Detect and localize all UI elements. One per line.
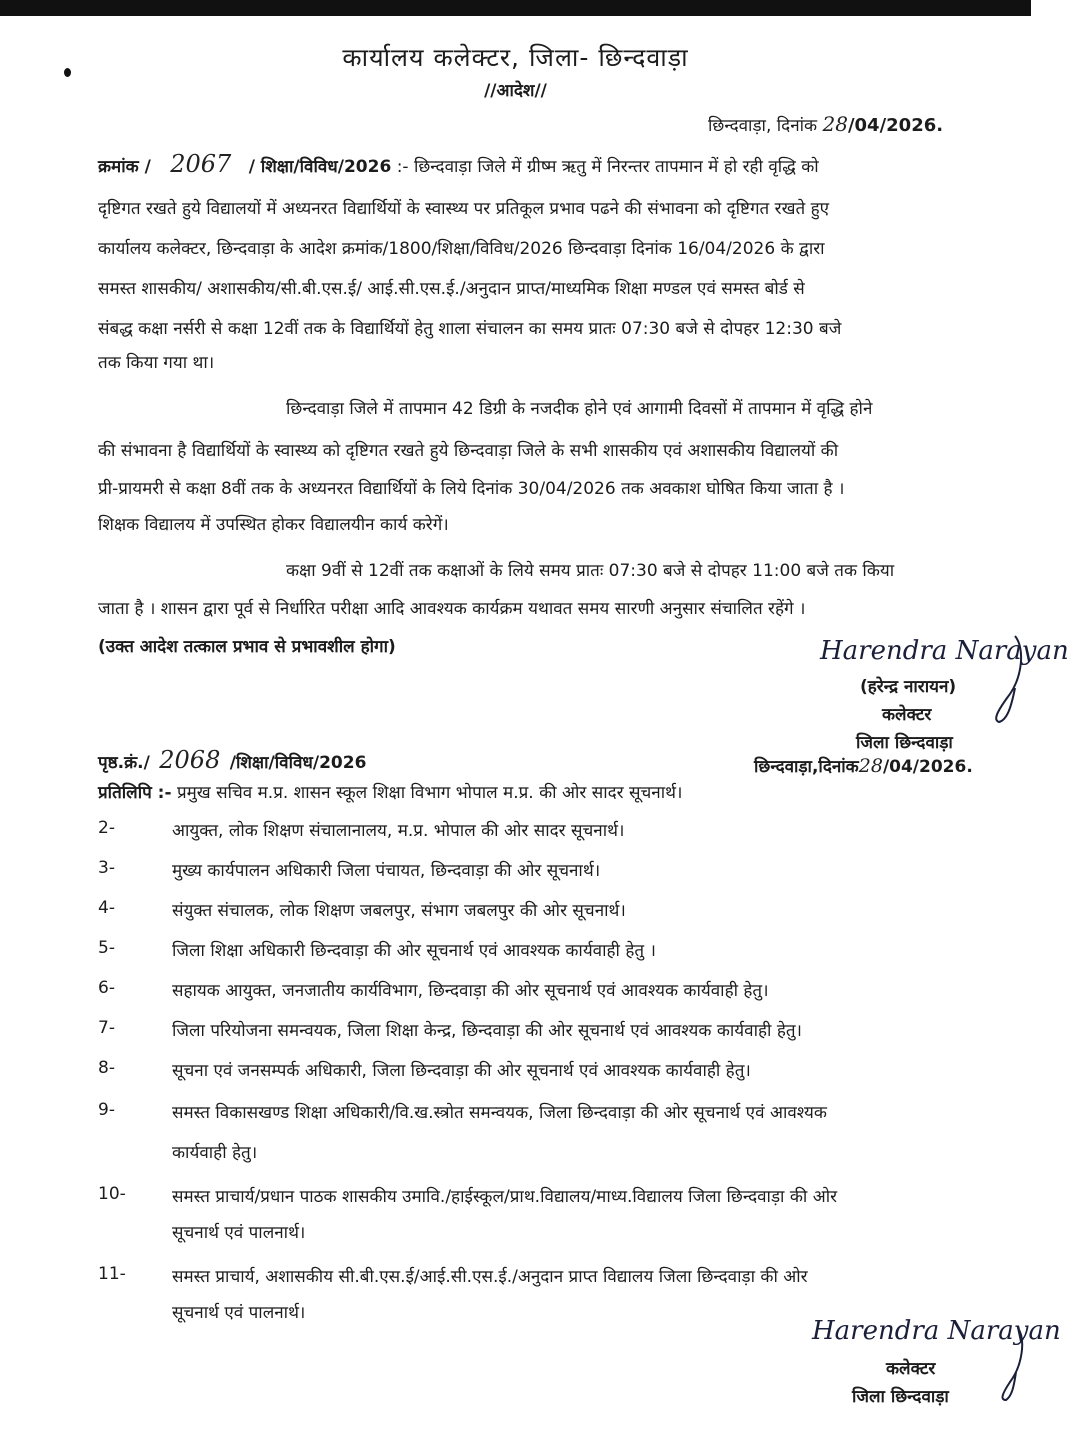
- list-item: जिला शिक्षा अधिकारी छिन्दवाड़ा की ओर सूचनार्थ एवं आवश्यक कार्यवाही हेतु ।: [172, 941, 656, 961]
- list-item-number: 9-: [98, 1100, 115, 1120]
- endorsement-place-date: [754, 754, 973, 777]
- list-item-continuation: सूचनार्थ एवं पालनार्थ।: [172, 1303, 306, 1323]
- signature-1-flourish: [985, 628, 1029, 726]
- list-item-number: 4-: [98, 898, 115, 918]
- endorsement-ref: /शिक्षा/विविध/2026: [229, 753, 367, 773]
- para2-line-3: प्री-प्रायमरी से कक्षा 8वीं तक के अध्यनरत विद्यार्थियों के लिये दिनांक 30/04/2026 तक अवकाश घोषित किया जाता है ।: [98, 479, 845, 499]
- para1-line-3: कार्यालय कलेक्टर, छिन्दवाड़ा के आदेश क्रमांक/1800/शिक्षा/विविध/2026 छिन्दवाड़ा दिनांक 16/04/2026 के द्वारा: [98, 239, 825, 259]
- signature-2-district: जिला छिन्दवाड़ा: [852, 1387, 949, 1407]
- para3-line-1: कक्षा 9वीं से 12वीं तक कक्षाओं के लिये समय प्रातः 07:30 बजे से दोपहर 11:00 बजे तक किया: [286, 561, 895, 581]
- list-item-number: 3-: [98, 858, 115, 878]
- para1-line-2: दृष्टिगत रखते हुये विद्यालयों में अध्यनरत विद्यार्थियों के स्वास्थ्य पर प्रतिकूल प्रभाव पढने की संभावना को दृष्टिगत रखते हुए: [98, 199, 830, 219]
- order-type: //आदेश//: [484, 81, 547, 101]
- list-item-number: 8-: [98, 1058, 115, 1078]
- list-item: समस्त प्राचार्य, अशासकीय सी.बी.एस.ई/आई.सी.एस.ई./अनुदान प्राप्त विद्यालय जिला छिन्दवाड़ा की ओर: [172, 1267, 808, 1287]
- para1-line-6: तक किया गया था।: [98, 353, 215, 373]
- para3-line-2: जाता है । शासन द्वारा पूर्व से निर्धारित परीक्षा आदि आवश्यक कार्यक्रम यथावत समय सारणी अनुसार संचालित रहेंगे ।: [98, 599, 806, 619]
- signature-2-flourish: [990, 1322, 1030, 1402]
- endorsement-label: पृष्ठ.क्रं./: [98, 753, 150, 773]
- list-item: मुख्य कार्यपालन अधिकारी जिला पंचायत, छिन्दवाड़ा की ओर सूचनार्थ।: [172, 861, 601, 881]
- list-item-number: 6-: [98, 978, 115, 998]
- list-item-number: 7-: [98, 1018, 115, 1038]
- list-item-number: 5-: [98, 938, 115, 958]
- list-item-continuation: सूचनार्थ एवं पालनार्थ।: [172, 1223, 306, 1243]
- signature-1-district: जिला छिन्दवाड़ा: [856, 733, 953, 753]
- header-date-handwritten: 28: [822, 112, 848, 136]
- top-scan-border: [0, 0, 1031, 16]
- office-title: कार्यालय कलेक्टर, जिला- छिन्दवाड़ा: [342, 43, 689, 72]
- signature-2-handwritten: Harendra Narayan: [812, 1316, 1061, 1346]
- kramank-ref: / शिक्षा/विविध/2026: [248, 157, 392, 177]
- para1-line-1: :- छिन्दवाड़ा जिले में ग्रीष्म ऋतु में निरन्तर तापमान में हो रही वृद्धि को: [396, 157, 819, 177]
- signature-1-name: (हरेन्द्र नारायन): [860, 677, 957, 697]
- endorsement-number: 2068: [159, 746, 221, 774]
- copy-label: प्रतिलिपि :-: [98, 783, 172, 803]
- endorsement-date-prefix: छिन्दवाड़ा,दिनांक: [754, 757, 859, 777]
- list-item-continuation: कार्यवाही हेतु।: [172, 1143, 258, 1163]
- signature-2-designation: कलेक्टर: [886, 1359, 936, 1379]
- list-item: संयुक्त संचालक, लोक शिक्षण जबलपुर, संभाग जबलपुर की ओर सूचनार्थ।: [172, 901, 626, 921]
- signature-1-designation: कलेक्टर: [882, 705, 932, 725]
- list-item: समस्त विकासखण्ड शिक्षा अधिकारी/वि.ख.स्त्रोत समन्वयक, जिला छिन्दवाड़ा की ओर सूचनार्थ एवं आवश्यक: [172, 1103, 827, 1123]
- signature-1-handwritten: Harendra Narayan: [820, 636, 1069, 666]
- endorsement-date-handwritten: 28: [858, 755, 883, 777]
- list-item-number: 2-: [98, 818, 115, 838]
- para2-line-1: छिन्दवाड़ा जिले में तापमान 42 डिग्री के नजदीक होने एवं आगामी दिवसों में तापमान में वृद्धि होने: [286, 399, 873, 419]
- para1-line-4: समस्त शासकीय/ अशासकीय/सी.बी.एस.ई/ आई.सी.एस.ई./अनुदान प्राप्त/माध्यमिक शिक्षा मण्डल एवं समस्त बोर्ड से: [98, 279, 805, 299]
- header-date-prefix: छिन्दवाड़ा, दिनांक: [708, 116, 818, 136]
- para1-line-5: संबद्ध कक्षा नर्सरी से कक्षा 12वीं तक के विद्यार्थियों हेतु शाला संचालन का समय प्रातः 07:30 बजे से दोपहर 12:30 बजे: [98, 319, 842, 339]
- kramank-number: 2067: [170, 150, 232, 178]
- list-item-number: 10-: [98, 1184, 126, 1204]
- copy-line: [98, 780, 682, 803]
- list-item: आयुक्त, लोक शिक्षण संचालानालय, म.प्र. भोपाल की ओर सादर सूचनार्थ।: [172, 821, 625, 841]
- list-item: समस्त प्राचार्य/प्रधान पाठक शासकीय उमावि./हाईस्कूल/प्राथ.विद्यालय/माध्य.विद्यालय जिला छिन्दवाड़ा की ओर: [172, 1187, 838, 1207]
- header-place-date: [708, 112, 943, 136]
- order-ref-line: [98, 150, 819, 178]
- kramank-label: क्रमांक /: [98, 157, 151, 177]
- list-item-number: 11-: [98, 1264, 126, 1284]
- first-recipient: प्रमुख सचिव म.प्र. शासन स्कूल शिक्षा विभाग भोपाल म.प्र. की ओर सादर सूचनार्थ।: [176, 783, 683, 803]
- header-date-printed: /04/2026.: [847, 115, 944, 136]
- list-item: सूचना एवं जनसम्पर्क अधिकारी, जिला छिन्दवाड़ा की ओर सूचनार्थ एवं आवश्यक कार्यवाही हेतु।: [172, 1061, 751, 1081]
- para2-line-2: की संभावना है विद्यार्थियों के स्वास्थ्य को दृष्टिगत रखते हुये छिन्दवाड़ा जिले के सभी शासकीय एवं अशासकीय विद्यालयों की: [98, 441, 839, 461]
- endorsement-ref-line: [98, 746, 366, 774]
- list-item: सहायक आयुक्त, जनजातीय कार्यविभाग, छिन्दवाड़ा की ओर सूचनार्थ एवं आवश्यक कार्यवाही हेतु।: [172, 981, 769, 1001]
- effect-note: (उक्त आदेश तत्काल प्रभाव से प्रभावशील होगा): [98, 637, 396, 657]
- list-item: जिला परियोजना समन्वयक, जिला शिक्षा केन्द्र, छिन्दवाड़ा की ओर सूचनार्थ एवं आवश्यक कार्यवाही हेतु।: [172, 1021, 803, 1041]
- para2-line-4: शिक्षक विद्यालय में उपस्थित होकर विद्यालयीन कार्य करेगें।: [98, 515, 449, 535]
- endorsement-date-printed: /04/2026.: [882, 757, 973, 777]
